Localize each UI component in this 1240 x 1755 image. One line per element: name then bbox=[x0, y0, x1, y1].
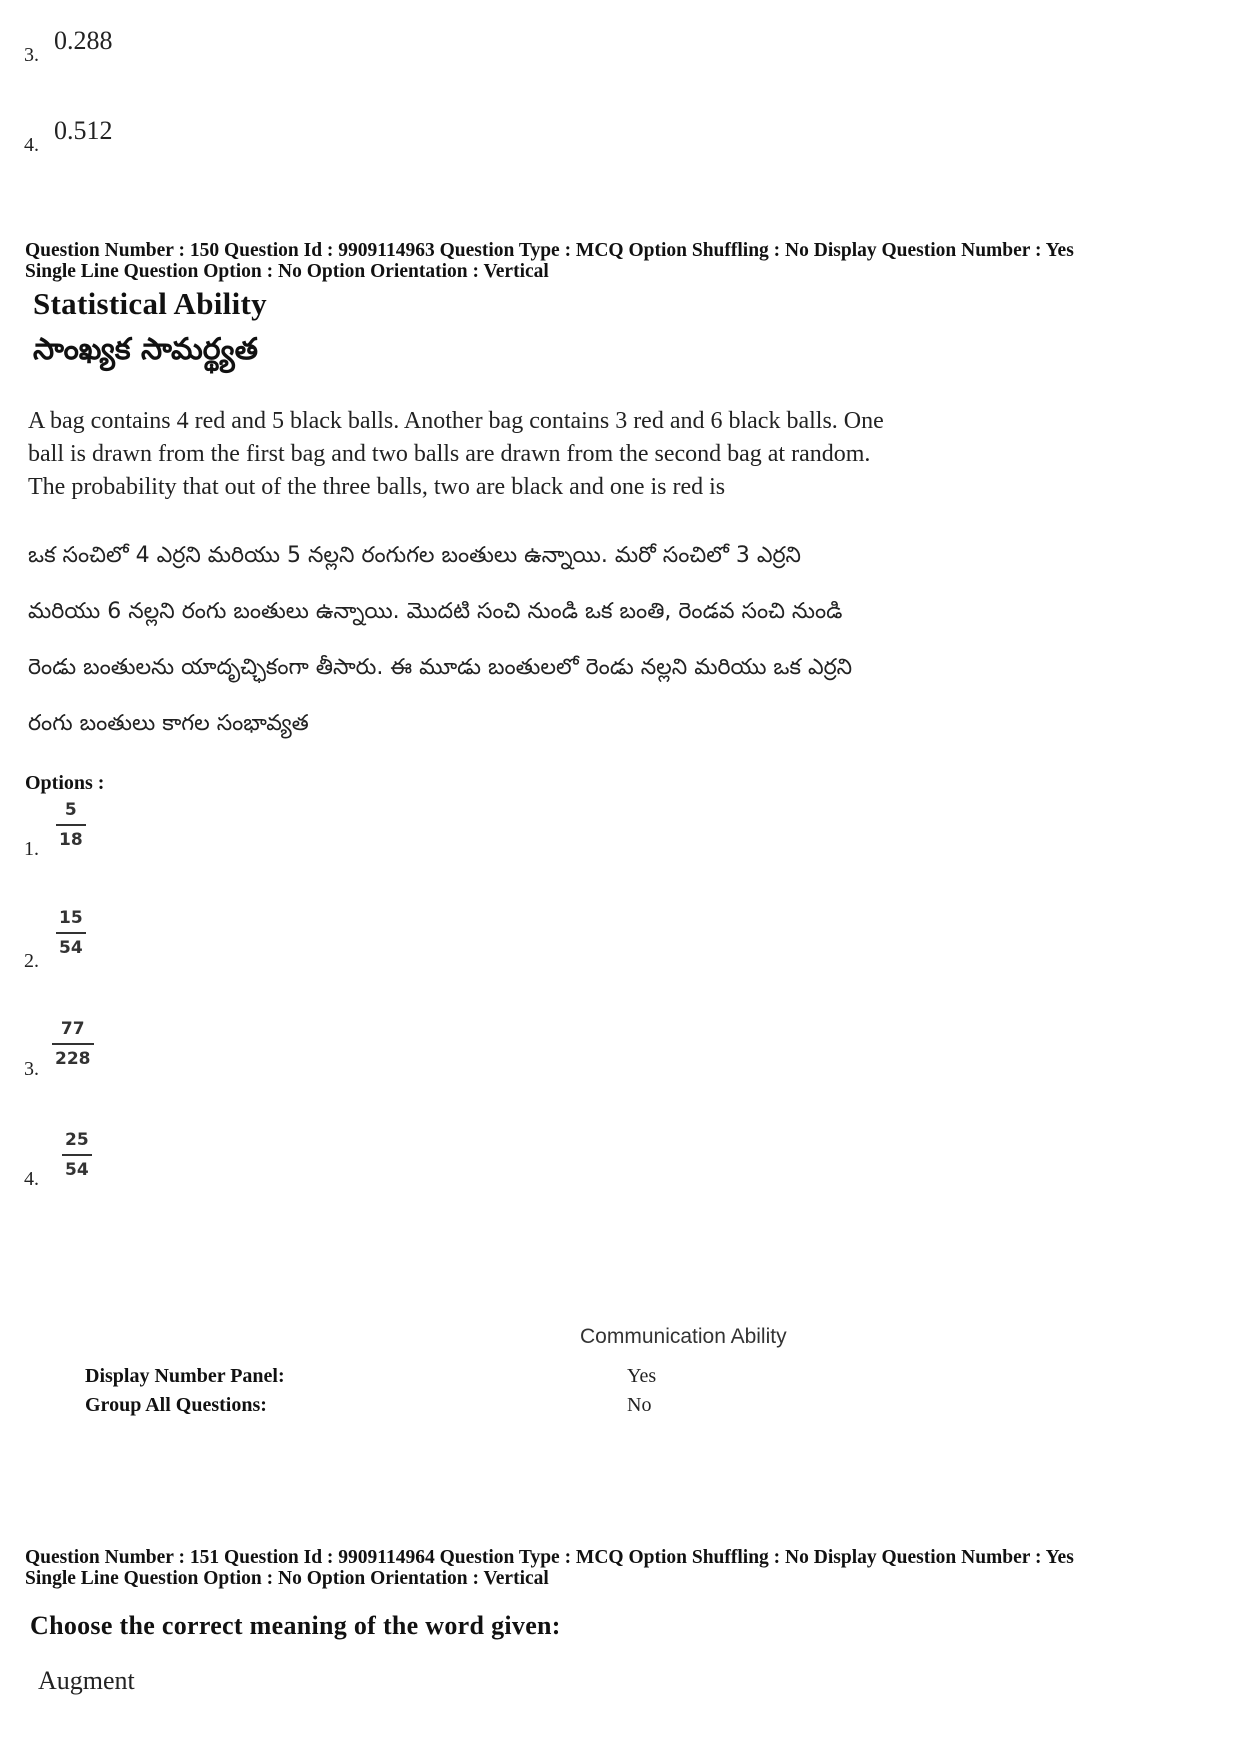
option-fraction bbox=[56, 908, 86, 958]
question-line: మరియు 6 నల్లని రంగు బంతులు ఉన్నాయి. మొదటి సంచి నుండి ఒక బంతి, రెండవ సంచి నుండి bbox=[28, 599, 843, 624]
option-fraction bbox=[56, 800, 86, 850]
question-line: A bag contains 4 red and 5 black balls. Another bag contains 3 red and 6 black balls. One bbox=[28, 408, 884, 434]
question-text-english bbox=[28, 405, 1108, 504]
question-line: రంగు బంతులు కాగల సంభావ్యత bbox=[28, 711, 309, 736]
prev-option-number: 3. bbox=[24, 44, 39, 66]
question-line: ball is drawn from the first bag and two balls are drawn from the second bag at random. bbox=[28, 441, 871, 467]
option-number: 2. bbox=[24, 950, 39, 972]
options-label: Options : bbox=[25, 772, 105, 794]
question-word: Augment bbox=[38, 1666, 135, 1695]
question-title: Choose the correct meaning of the word given: bbox=[30, 1611, 561, 1640]
question-text-telugu bbox=[28, 528, 1118, 752]
option-fraction bbox=[62, 1130, 92, 1180]
fraction-denominator: 54 bbox=[59, 938, 83, 958]
fraction-numerator: 25 bbox=[65, 1130, 89, 1150]
question-line: రెండు బంతులను యాదృచ్ఛికంగా తీసారు. ఈ మూడు బంతులలో రెండు నల్లని మరియు ఒక ఎర్రని bbox=[28, 655, 853, 680]
fraction-numerator: 77 bbox=[60, 1019, 85, 1039]
fraction-numerator: 15 bbox=[59, 908, 83, 928]
question-line: The probability that out of the three balls, two are black and one is red is bbox=[28, 474, 726, 500]
group-all-questions-value: No bbox=[627, 1394, 652, 1416]
prev-option-value: 0.288 bbox=[54, 26, 113, 55]
question-meta-line: Single Line Question Option : No Option Orientation : Vertical bbox=[25, 261, 549, 282]
prev-option-value: 0.512 bbox=[54, 116, 113, 145]
fraction-denominator: 54 bbox=[65, 1160, 89, 1180]
section-name: Communication Ability bbox=[580, 1325, 787, 1348]
question-meta-line: Single Line Question Option : No Option Orientation : Vertical bbox=[25, 1568, 549, 1589]
group-all-questions-label: Group All Questions: bbox=[85, 1394, 267, 1416]
display-number-panel-value: Yes bbox=[627, 1365, 657, 1387]
option-number: 4. bbox=[24, 1168, 39, 1190]
option-fraction bbox=[52, 1019, 94, 1069]
prev-option-number: 4. bbox=[24, 134, 39, 156]
fraction-numerator: 5 bbox=[64, 800, 77, 820]
question-meta-line: Question Number : 150 Question Id : 9909114963 Question Type : MCQ Option Shuffling : No Display Question Number : Yes bbox=[25, 240, 1074, 261]
fraction-denominator: 228 bbox=[55, 1049, 91, 1069]
subject-title-english: Statistical Ability bbox=[33, 286, 267, 321]
option-number: 3. bbox=[24, 1058, 39, 1080]
display-number-panel-label: Display Number Panel: bbox=[85, 1365, 285, 1387]
fraction-denominator: 18 bbox=[59, 830, 83, 850]
option-number: 1. bbox=[24, 838, 39, 860]
question-meta-line: Question Number : 151 Question Id : 9909114964 Question Type : MCQ Option Shuffling : No Display Question Number : Yes bbox=[25, 1547, 1074, 1568]
question-line: ఒక సంచిలో 4 ఎర్రని మరియు 5 నల్లని రంగుగల బంతులు ఉన్నాయి. మరో సంచిలో 3 ఎర్రని bbox=[28, 543, 801, 568]
subject-title-telugu: సాంఖ్యక సామర్థ్యత bbox=[33, 332, 258, 367]
